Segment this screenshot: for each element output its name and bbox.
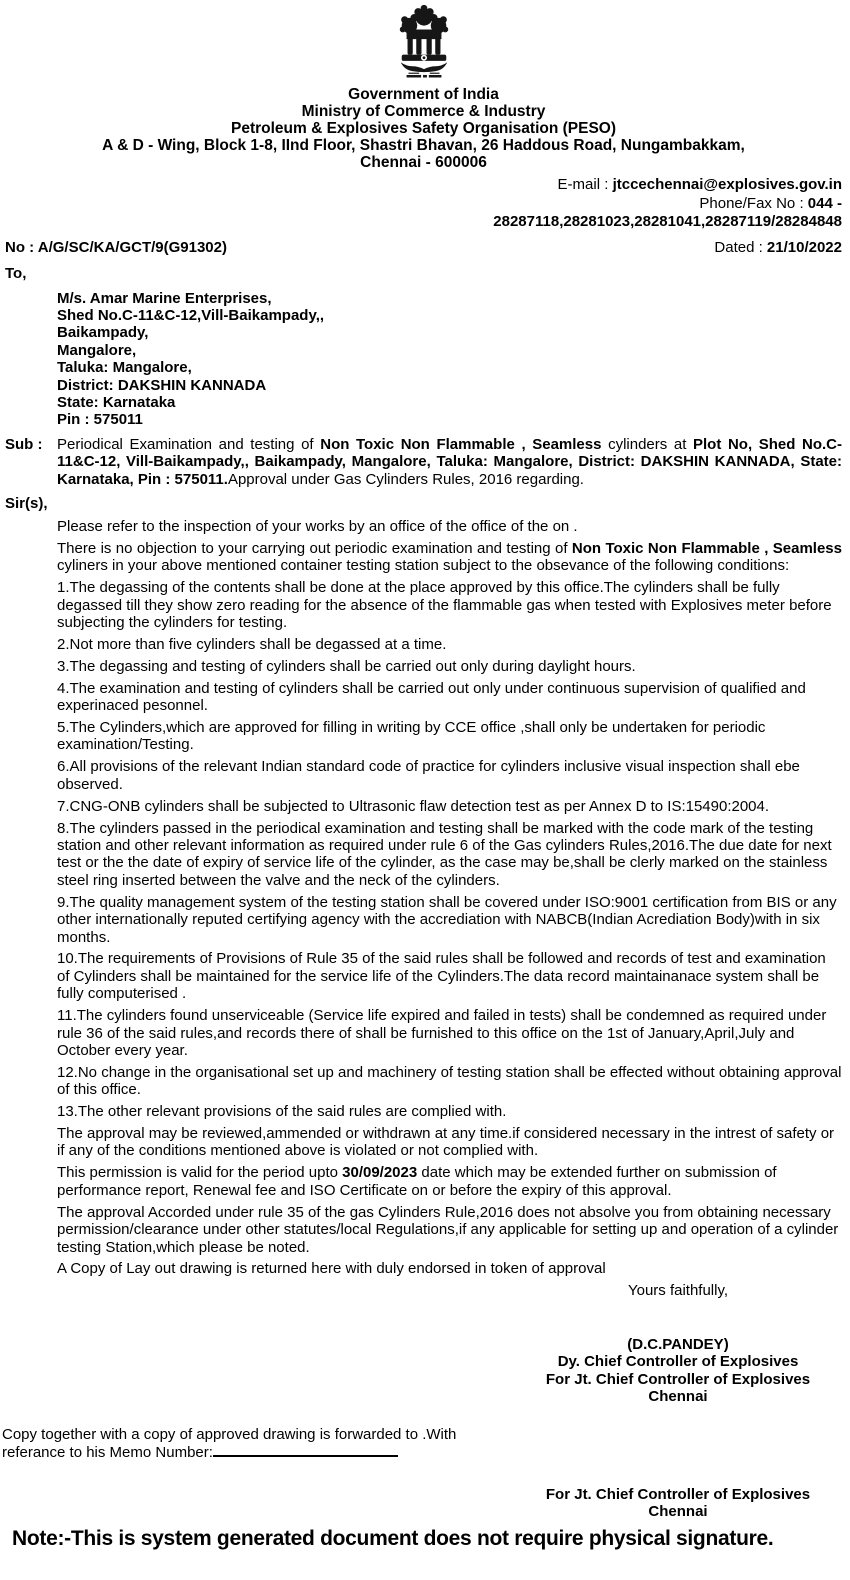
- layout-drawing-clause: A Copy of Lay out drawing is returned here with duly endorsed in token of approval: [57, 1260, 606, 1278]
- approval-review-clause: The approval may be reviewed,ammended or withdrawn at any time.if considered necessary in the intrest of safety or if any of the conditions mentioned above is violated or not complied with.: [57, 1125, 835, 1160]
- reference-row: [5, 239, 842, 256]
- statutes-clause: The approval Accorded under rule 35 of the gas Cylinders Rule,2016 does not absolve you from obtaining necessary permission/clearance under other statutes/local Regulations,if any applicable for setting up and operation of a cylinder testing Station,which please be noted.: [57, 1203, 839, 1256]
- condition-13: 13.The other relevant provisions of the said rules are complied with.: [57, 1103, 507, 1121]
- emblem-container: [5, 4, 842, 82]
- condition-12: 12.No change in the organisational set up and machinery of testing station shall be effected without obtaining approval of this office.: [57, 1063, 842, 1099]
- address-line: Pin : 575011: [57, 411, 143, 429]
- address-line: State: Karnataka: [57, 393, 176, 411]
- signature-line: (D.C.PANDEY): [627, 1335, 729, 1353]
- ashoka-emblem-icon: [393, 4, 455, 82]
- signature-line: Dy. Chief Controller of Explosives: [557, 1353, 799, 1371]
- letterhead-line: Petroleum & Explosives Safety Organisation (PESO): [230, 120, 617, 137]
- phone-line: [5, 195, 842, 214]
- address-line: District: DAKSHIN KANNADA: [57, 376, 267, 394]
- signature-line: For Jt. Chief Controller of Explosives: [545, 1370, 811, 1388]
- signature-line: Chennai: [648, 1388, 708, 1406]
- condition-3: 3.The degassing and testing of cylinders shall be carried out only during daylight hours.: [57, 657, 636, 675]
- signoff-line: Chennai: [648, 1503, 708, 1521]
- letter-body: [57, 518, 842, 1278]
- condition-4: 4.The examination and testing of cylinders shall be carried out only under continuous supervision of qualified and experinaced pesonnel.: [57, 679, 806, 715]
- condition-10: 10.The requirements of Provisions of Rule 35 of the said rules shall be followed and records of test and examination of Cylinders shall be maintained for the service life of the Cylinders.The data record maintainanace system shall be fully computerised .: [57, 950, 826, 1003]
- second-signoff-block: [523, 1486, 833, 1521]
- letterhead-line: Ministry of Commerce & Industry: [301, 103, 546, 120]
- condition-2: 2.Not more than five cylinders shall be degassed at a time.: [57, 635, 447, 653]
- letterhead-line: Chennai - 600006: [360, 154, 487, 171]
- letterhead-line: A & D - Wing, Block 1-8, IInd Floor, Shastri Bhavan, 26 Haddous Road, Nungambakkam,: [102, 137, 745, 154]
- signoff-line: For Jt. Chief Controller of Explosives: [545, 1485, 811, 1503]
- address-line: M/s. Amar Marine Enterprises,: [57, 289, 272, 307]
- to-label: To,: [5, 264, 27, 282]
- dated-value: 21/10/2022: [766, 238, 842, 256]
- condition-11: 11.The cylinders found unserviceable (Service life expired and failed in tests) shall be condemned as required under rule 36 of the said rules,and records there of shall be furnished to this office on the 1st of January,April,July and October every year.: [57, 1007, 827, 1059]
- phone-value: 044 -: [807, 194, 842, 212]
- email-line: [5, 176, 842, 195]
- copy-forward-block: [2, 1426, 492, 1462]
- system-generated-note: Note:-This is system generated document does not require physical signature.: [12, 1527, 774, 1550]
- phone-label: Phone/Fax No :: [699, 194, 808, 212]
- reference-number: No : A/G/SC/KA/GCT/9(G91302): [5, 238, 227, 256]
- condition-7: 7.CNG-ONB cylinders shall be subjected to Ultrasonic flaw detection test as per Annex D to IS:15490:2004.: [57, 797, 770, 815]
- address-line: Taluka: Mangalore,: [57, 359, 192, 377]
- email-value: jtccechennai@explosives.gov.in: [612, 176, 842, 193]
- subject-label: Sub :: [5, 435, 43, 453]
- address-line: Shed No.C-11&C-12,Vill-Baikampady,,: [57, 306, 325, 324]
- phone-numbers: 28287118,28281023,28281041,28287119/28284848: [493, 213, 842, 230]
- letterhead-line: Government of India: [348, 86, 499, 103]
- dated-line: [714, 239, 842, 256]
- condition-6: 6.All provisions of the relevant Indian standard code of practice for cylinders inclusive visual inspection shall ebe observed.: [57, 758, 800, 793]
- subject-row: [5, 436, 842, 488]
- addressee-block: [57, 290, 842, 429]
- contact-block: [5, 176, 842, 232]
- copy-forward-line2: referance to his Memo Number:: [2, 1444, 492, 1462]
- address-line: Baikampady,: [57, 324, 149, 342]
- address-line: Mangalore,: [57, 341, 137, 359]
- signature-block: [523, 1336, 833, 1406]
- salutation: Sir(s),: [5, 494, 48, 512]
- condition-9: 9.The quality management system of the testing station shall be covered under ISO:9001 certification from BIS or any other internationally reputed certifying agency with the accrediation with NABCB(Indian Acrediation Body)with in six months.: [57, 893, 837, 946]
- condition-8: 8.The cylinders passed in the periodical examination and testing shall be marked with the code mark of the testing station and other relevant information as required under rule 6 of the Gas cylinders Rules,2016.The due date for next test or the the date of expiry of service life of the cylinder, as the case may be,shall be clerly marked on the stainless steel ring inserted between the valve and the neck of the cylinders.: [57, 819, 832, 889]
- yours-faithfully: Yours faithfully,: [627, 1282, 729, 1300]
- memo-number-blank: [213, 1454, 398, 1457]
- validity-clause: This permission is valid for the period upto 30/09/2023 date which may be extended further on submission of performance report, Renewal fee and ISO Certificate on or before the expiry of this approval.: [57, 1164, 777, 1199]
- condition-5: 5.The Cylinders,which are approved for filling in writing by CCE office ,shall only be undertaken for periodic examination/Testing.: [57, 719, 766, 754]
- subject-text: Periodical Examination and testing of Non Toxic Non Flammable , Seamless cylinders at Plot No, Shed No.C-11&C-12, Vill-Baikampady,, Baikampady, Mangalore, Taluka: Mangalore, District: DAKSHIN KANNADA, State: Karnataka, Pin : 575011.Approval under Gas Cylinders Rules, 2016 regarding.: [57, 435, 843, 488]
- copy-forward-line1: Copy together with a copy of approved drawing is forwarded to .With: [2, 1425, 457, 1443]
- dated-label: Dated :: [714, 238, 767, 256]
- no-objection: There is no objection to your carrying out periodic examination and testing of Non Toxic Non Flammable , Seamless cyliners in your above mentioned container testing station subject to the obsevance of the following conditions:: [57, 539, 842, 575]
- letterhead: [5, 86, 842, 171]
- email-label: E-mail :: [557, 176, 613, 193]
- intro-refer: Please refer to the inspection of your works by an office of the office of the on .: [57, 517, 578, 535]
- condition-1: 1.The degassing of the contents shall be done at the place approved by this office.The cylinders shall be fully degassed till they show zero reading for the absence of the flammable gas when tested with Explosives meter before subjecting the cylinders for testing.: [57, 579, 832, 631]
